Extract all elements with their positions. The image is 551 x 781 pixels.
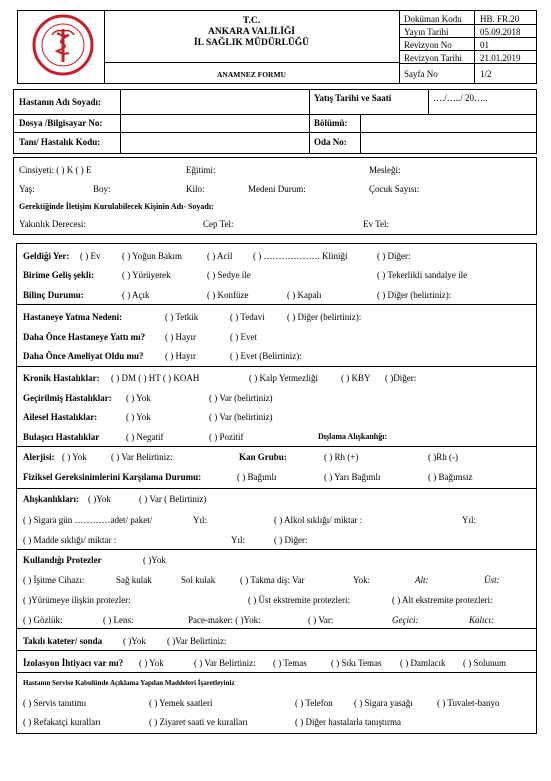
arrival-home-option[interactable]: ( ) Ev xyxy=(80,251,101,261)
droplet-option[interactable]: ( ) Damlacık xyxy=(400,658,446,668)
divider xyxy=(428,89,429,114)
past-disease-yes-option[interactable]: ( ) Var (belirtiniz) xyxy=(209,393,273,403)
excretion-label: Dışlama Alışkanlığı: xyxy=(318,432,388,441)
room-label: Oda No: xyxy=(314,137,347,147)
left-ear-label[interactable]: Sol kulak xyxy=(181,575,216,585)
physical-needs-label: Fiziksel Gereksinimlerini Karşılama Durumu: xyxy=(23,472,202,482)
isolation-no-option[interactable]: ( ) Yok xyxy=(139,658,164,668)
reason-treatment-option[interactable]: ( ) Tedavi xyxy=(230,312,265,322)
past-disease-no-option[interactable]: ( ) Yok xyxy=(126,393,151,403)
meet-patients-option[interactable]: ( ) Diğer hastalarla tanıştırma xyxy=(295,717,401,727)
home-phone-label: Ev Tel: xyxy=(363,219,389,229)
denture-no-label[interactable]: Yok: xyxy=(353,575,371,585)
catheter-no-option[interactable]: ( )Yok xyxy=(123,636,146,646)
meta-label: Sayfa No xyxy=(404,69,438,79)
smoking-year-label: Yıl: xyxy=(193,515,208,525)
smoking-ban-option[interactable]: ( ) Sigara yasağı xyxy=(354,698,413,708)
mode-walk-option[interactable]: ( ) Yürüyerek xyxy=(122,270,171,280)
con-other-option[interactable]: ( ) Diğer (belirtiniz): xyxy=(377,290,452,300)
admit-date-label: Yatış Tarihi ve Saati xyxy=(314,93,392,103)
upper-limb-prosthesis-option[interactable]: ( ) Üst ekstremite protezleri: xyxy=(248,595,350,605)
meta-value: HB. FR.20 xyxy=(480,14,520,24)
divider xyxy=(16,549,537,550)
divider xyxy=(16,672,537,673)
job-label: Mesleği: xyxy=(369,165,401,175)
allergy-no-option[interactable]: ( ) Yok xyxy=(62,452,87,462)
heart-failure-option[interactable]: ( ) Kalp Yetmezliği xyxy=(249,373,318,383)
rh-neg-option[interactable]: ( )Rh (-) xyxy=(428,452,458,462)
divider xyxy=(399,50,537,51)
unit-label: Bölümü: xyxy=(314,118,348,128)
catheter-label: Takılı kateter/ sonda xyxy=(23,636,103,646)
divider xyxy=(399,37,537,38)
arrival-mode-label: Birime Geliş şekli: xyxy=(23,270,94,280)
divider xyxy=(120,89,121,154)
lens-option[interactable]: ( ) Lens: xyxy=(103,615,134,625)
age-label: Yaş: xyxy=(19,184,35,194)
divider xyxy=(399,24,537,25)
meta-label: Revizyon No xyxy=(404,40,452,50)
unit-field[interactable] xyxy=(363,116,535,130)
chronic-other-option[interactable]: ( )Diğer: xyxy=(385,373,417,383)
meta-value: 05.09.2018 xyxy=(480,27,521,37)
escort-rules-option[interactable]: ( ) Refakatçi kuralları xyxy=(23,717,101,727)
prev-hosp-no-option[interactable]: ( ) Hayır xyxy=(165,332,196,342)
isolation-label: İzolasyon İhtiyacı var mı? xyxy=(23,658,124,668)
visiting-rules-option[interactable]: ( ) Ziyaret saati ve kuralları xyxy=(149,717,248,727)
right-ear-label[interactable]: Sağ kulak xyxy=(116,575,152,585)
alcohol-year-label: Yıl: xyxy=(462,515,477,525)
meta-value: 21.01.2019 xyxy=(480,53,521,63)
lower-limb-prosthesis-option[interactable]: ( ) Alt ekstremite protezleri: xyxy=(392,595,493,605)
past-disease-label: Geçirilmiş Hastalıklar: xyxy=(23,393,112,403)
prev-surgery-yes-option[interactable]: ( ) Evet (Belirtiniz): xyxy=(230,351,302,361)
chronic-options[interactable]: ( ) DM ( ) HT ( ) KOAH xyxy=(111,373,200,383)
divider xyxy=(16,628,537,629)
divider xyxy=(399,10,400,84)
arrival-icu-option[interactable]: ( ) Yoğun Bakım xyxy=(122,251,183,261)
form-title: ANAMNEZ FORMU xyxy=(217,70,286,79)
alcohol-field[interactable]: ( ) Alkol sıklığı/ miktar : xyxy=(274,515,363,525)
orientation-title: Hastanın Servise Kabulünde Açıklama Yapılan Maddeleri İşaretleyiniz xyxy=(23,679,235,687)
governor-heading: ANKARA VALİLİĞİ xyxy=(207,27,296,37)
arrival-other-option[interactable]: ( ) Diğer: xyxy=(377,251,411,261)
divider xyxy=(309,89,310,154)
denture-lower-label[interactable]: Alt: xyxy=(415,575,429,585)
file-no-label: Dosya /Bilgisayar No: xyxy=(19,118,103,128)
meta-label: Yayın Tarihi xyxy=(404,27,449,37)
kinship-label: Yakınlık Derecesi: xyxy=(19,219,86,229)
divider xyxy=(16,446,537,447)
catheter-yes-option[interactable]: ( )Var Belirtiniz: xyxy=(167,636,227,646)
habit-other-option[interactable]: ( ) Diğer: xyxy=(274,535,308,545)
pacemaker-no-option[interactable]: Pace-maker: ( )Yok: xyxy=(188,615,261,625)
chronic-label: Kronik Hastalıklar: xyxy=(23,373,100,383)
patient-name-field[interactable] xyxy=(123,92,307,112)
pacemaker-yes-option[interactable]: ( ) Var: xyxy=(308,615,334,625)
con-closed-option[interactable]: ( ) Kapalı xyxy=(287,290,322,300)
divider xyxy=(13,114,537,115)
divider xyxy=(16,650,537,651)
con-confused-option[interactable]: ( ) Konfüze xyxy=(207,290,249,300)
toilet-bath-option[interactable]: ( ) Tuvalet-banyo xyxy=(437,698,500,708)
prosthesis-label: Kullandığı Protezler xyxy=(23,555,102,565)
patient-name-label: Hastanın Adı Soyadı: xyxy=(19,97,102,107)
infectious-pos-option[interactable]: ( ) Pozitif xyxy=(209,432,244,442)
gender-field[interactable]: Cinsiyeti: ( ) K ( ) E xyxy=(19,165,92,175)
divider xyxy=(399,63,537,64)
strict-contact-option[interactable]: ( ) Sıkı Temas xyxy=(331,658,382,668)
meta-label: Revizyon Tarihi xyxy=(404,53,462,63)
divider xyxy=(16,366,537,367)
denture-option[interactable]: ( ) Takma diş: Var xyxy=(240,575,305,585)
airborne-option[interactable]: ( ) Solunum xyxy=(463,658,507,668)
isolation-yes-option[interactable]: ( ) Var Belirtiniz: xyxy=(194,658,256,668)
family-disease-no-option[interactable]: ( ) Yok xyxy=(126,412,151,422)
education-label: Eğitimi: xyxy=(186,165,216,175)
prev-hosp-label: Daha Önce Hastaneye Yattı mı? xyxy=(23,332,146,342)
diagnosis-field[interactable] xyxy=(123,134,307,152)
infectious-label: Bulaşıcı Hastalıklar xyxy=(23,432,100,442)
infectious-neg-option[interactable]: ( ) Negatif xyxy=(126,432,164,442)
directorate-heading: İL SAĞLIK MÜDÜRLÜĞÜ xyxy=(193,38,310,48)
mobile-label: Cep Tel: xyxy=(203,219,234,229)
smoking-field[interactable]: ( ) Sigara gün …………adet/ paket/ xyxy=(23,515,153,525)
glasses-option[interactable]: ( ) Gözlük: xyxy=(23,615,63,625)
semi-dependent-option[interactable]: ( ) Yarı Bağımlı xyxy=(324,472,381,482)
meta-value: 01 xyxy=(480,40,489,50)
family-disease-yes-option[interactable]: ( ) Var (belirtiniz) xyxy=(209,412,273,422)
marital-label: Medeni Durum: xyxy=(248,184,306,194)
meta-value: 1/2 xyxy=(480,69,492,79)
admit-date-field[interactable]: …./…../ 20….. xyxy=(433,93,488,103)
allergy-yes-option[interactable]: ( ) Var Belirtiniz: xyxy=(111,452,173,462)
divider xyxy=(16,488,537,489)
blood-type-label: Kan Grubu: xyxy=(239,452,287,462)
pacemaker-permanent-label[interactable]: Kalıcı: xyxy=(469,615,494,625)
meta-label: Doküman Kodu xyxy=(404,14,462,24)
prosthesis-no-option[interactable]: ( )Yok xyxy=(143,555,166,565)
allergy-label: Alerjisi: xyxy=(23,452,55,462)
prev-hosp-yes-option[interactable]: ( ) Evet xyxy=(230,332,257,342)
meal-times-option[interactable]: ( ) Yemek saatleri xyxy=(149,698,213,708)
arrival-label: Geldiği Yer: xyxy=(23,251,70,261)
walking-prosthesis-option[interactable]: ( )Yürümeye ilişkin protezler: xyxy=(23,595,131,605)
habits-no-option[interactable]: ( )Yok xyxy=(88,494,111,504)
pacemaker-temporary-label[interactable]: Geçici: xyxy=(392,615,419,625)
habits-yes-option[interactable]: ( ) Var ( Belirtiniz) xyxy=(139,494,207,504)
room-field[interactable] xyxy=(363,134,535,152)
divider xyxy=(16,304,537,305)
mode-wheelchair-option[interactable]: ( ) Tekerlikli sandalye ile xyxy=(377,270,468,280)
divider xyxy=(13,132,537,133)
arrival-clinic-option[interactable]: ( ) ………………. Kliniği xyxy=(253,251,348,261)
weight-label: Kilo: xyxy=(186,184,205,194)
tc-heading: T.C. xyxy=(242,16,261,26)
denture-upper-label[interactable]: Üst: xyxy=(484,575,500,585)
independent-option[interactable]: ( ) Bağımsız xyxy=(428,472,473,482)
children-label: Çocuk Sayısı: xyxy=(369,184,420,194)
divider xyxy=(360,114,361,154)
prev-surgery-no-option[interactable]: ( ) Hayır xyxy=(165,351,196,361)
arrival-er-option[interactable]: ( ) Acil xyxy=(207,251,233,261)
substance-year-label: Yıl: xyxy=(231,535,246,545)
phone-option[interactable]: ( ) Telefon xyxy=(295,698,333,708)
rh-pos-option[interactable]: ( ) Rh (+) xyxy=(324,452,359,462)
family-disease-label: Ailesel Hastalıklar: xyxy=(23,412,98,422)
file-no-field[interactable] xyxy=(123,116,307,130)
reason-other-option[interactable]: ( ) Diğer (belirtiniz): xyxy=(287,312,362,322)
substance-field[interactable]: ( ) Madde sıklığı/ miktar : xyxy=(23,535,117,545)
prev-surgery-label: Daha Önce Ameliyat Oldu mu? xyxy=(23,351,144,361)
hearing-aid-option[interactable]: ( ) İşitme Cihazı: xyxy=(23,575,85,585)
divider xyxy=(104,62,399,63)
con-open-option[interactable]: ( ) Açık xyxy=(122,290,150,300)
contact-isolation-option[interactable]: ( ) Temas xyxy=(273,658,307,668)
dependent-option[interactable]: ( ) Bağımlı xyxy=(237,472,277,482)
kby-option[interactable]: ( ) KBY xyxy=(341,373,371,383)
contact-person-label: Gerektiğinde İletişim Kurulabilecek Kişinin Adı- Soyadı: xyxy=(19,202,214,211)
habits-label: Alışkanlıkları: xyxy=(23,494,80,504)
consciousness-label: Bilinç Durumu: xyxy=(23,290,84,300)
divider xyxy=(474,10,475,84)
ministry-logo xyxy=(26,13,100,77)
mode-stretcher-option[interactable]: ( ) Sedye ile xyxy=(207,270,251,280)
admit-reason-label: Hastaneye Yatma Nedeni: xyxy=(23,312,123,322)
service-intro-option[interactable]: ( ) Servis tanıtımı xyxy=(23,698,87,708)
height-label: Boy: xyxy=(93,184,111,194)
diagnosis-label: Tanı/ Hastalık Kodu: xyxy=(19,137,101,147)
reason-test-option[interactable]: ( ) Tetkik xyxy=(165,312,199,322)
